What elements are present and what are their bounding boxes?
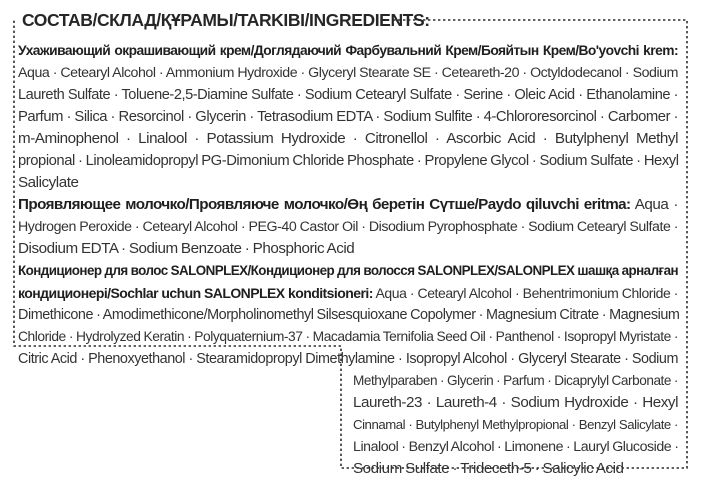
conditioner-header-line: Кондиционер для волос SALONPLEX/Кондиционер для волосся SALONPLEX/SALONPLEX шашқа арналған — [18, 263, 678, 278]
conditioner-ingredients-line: Chloride · Hydrolyzed Keratin · Polyquaternium-37 · Macadamia Ternifolia Seed Oil · Panthenol · Isopropyl Myristate · — [18, 329, 678, 344]
ingredients-heading: СОСТАВ/СКЛАД/ҚҰРАМЫ/TARKIBI/INGREDIENTS: — [22, 10, 430, 30]
developer-ingredients-line: Hydrogen Peroxide · Cetearyl Alcohol · PEG-40 Castor Oil · Disodium Pyrophosphate · Sodium Cetearyl Sulfate · — [18, 219, 678, 235]
cream-header-line: Ухаживающий окрашивающий крем/Доглядаючий Фарбувальний Крем/Бояйтын Крем/Bo'yovchi krem: — [18, 43, 678, 58]
conditioner-ingredients-line: Linalool · Benzyl Alcohol · Limonene · Lauryl Glucoside · — [353, 439, 679, 455]
cream-ingredients-line: Laureth Sulfate · Toluene-2,5-Diamine Sulfate · Sodium Cetearyl Sulfate · Serine · Oleic Acid · Ethanolamine · — [18, 87, 678, 103]
cream-ingredients-line: propional · Linoleamidopropyl PG-Dimonium Chloride Phosphate · Propylene Glycol · Sodium Sulfate · Hexyl — [18, 153, 679, 169]
cream-ingredients-line: Parfum · Silica · Resorcinol · Glycerin · Tetrasodium EDTA · Sodium Sulfite · 4-Chlororesorcinol · Carbomer · — [18, 109, 678, 125]
conditioner-ingredients-line: Dimethicone · Amodimethicone/Morpholinomethyl Silsesquioxane Copolymer · Magnesium Citrate · Magnesium — [18, 307, 680, 323]
conditioner-ingredients-line: Methylparaben · Glycerin · Parfum · Dicaprylyl Carbonate · — [353, 373, 678, 388]
conditioner-ingredients-line: Citric Acid · Phenoxyethanol · Stearamidopropyl Dimethylamine · Isopropyl Alcohol · Glyceryl Stearate · Sodium — [18, 351, 678, 367]
cream-ingredients-line: Salicylate — [18, 174, 79, 191]
cream-ingredients-line: m-Aminophenol · Linalool · Potassium Hydroxide · Citronellol · Ascorbic Acid · Butylphenyl Methyl — [18, 130, 678, 147]
conditioner-ingredients-line: Cinnamal · Butylphenyl Methylpropional · Benzyl Salicylate · — [353, 417, 678, 432]
developer-header-line: Проявляющее молочко/Проявляюче молочко/Өң беретін Сүтше/Paydo qiluvchi eritma: Aqua · — [18, 196, 678, 213]
cream-ingredients-line: Aqua · Cetearyl Alcohol · Ammonium Hydroxide · Glyceryl Stearate SE · Ceteareth-20 · Octyldodecanol · Sodium — [18, 65, 678, 81]
conditioner-header-line: кондиционері/Sochlar uchun SALONPLEX konditsioneri: Aqua · Cetearyl Alcohol · Behentrimonium Chloride · — [18, 285, 678, 301]
conditioner-ingredients-line: Sodium Sulfate · Trideceth-5 · Salicylic Acid — [353, 460, 624, 477]
developer-ingredients-line: Disodium EDTA · Sodium Benzoate · Phosphoric Acid — [18, 240, 355, 257]
conditioner-ingredients-line: Laureth-23 · Laureth-4 · Sodium Hydroxide · Hexyl — [353, 394, 678, 411]
